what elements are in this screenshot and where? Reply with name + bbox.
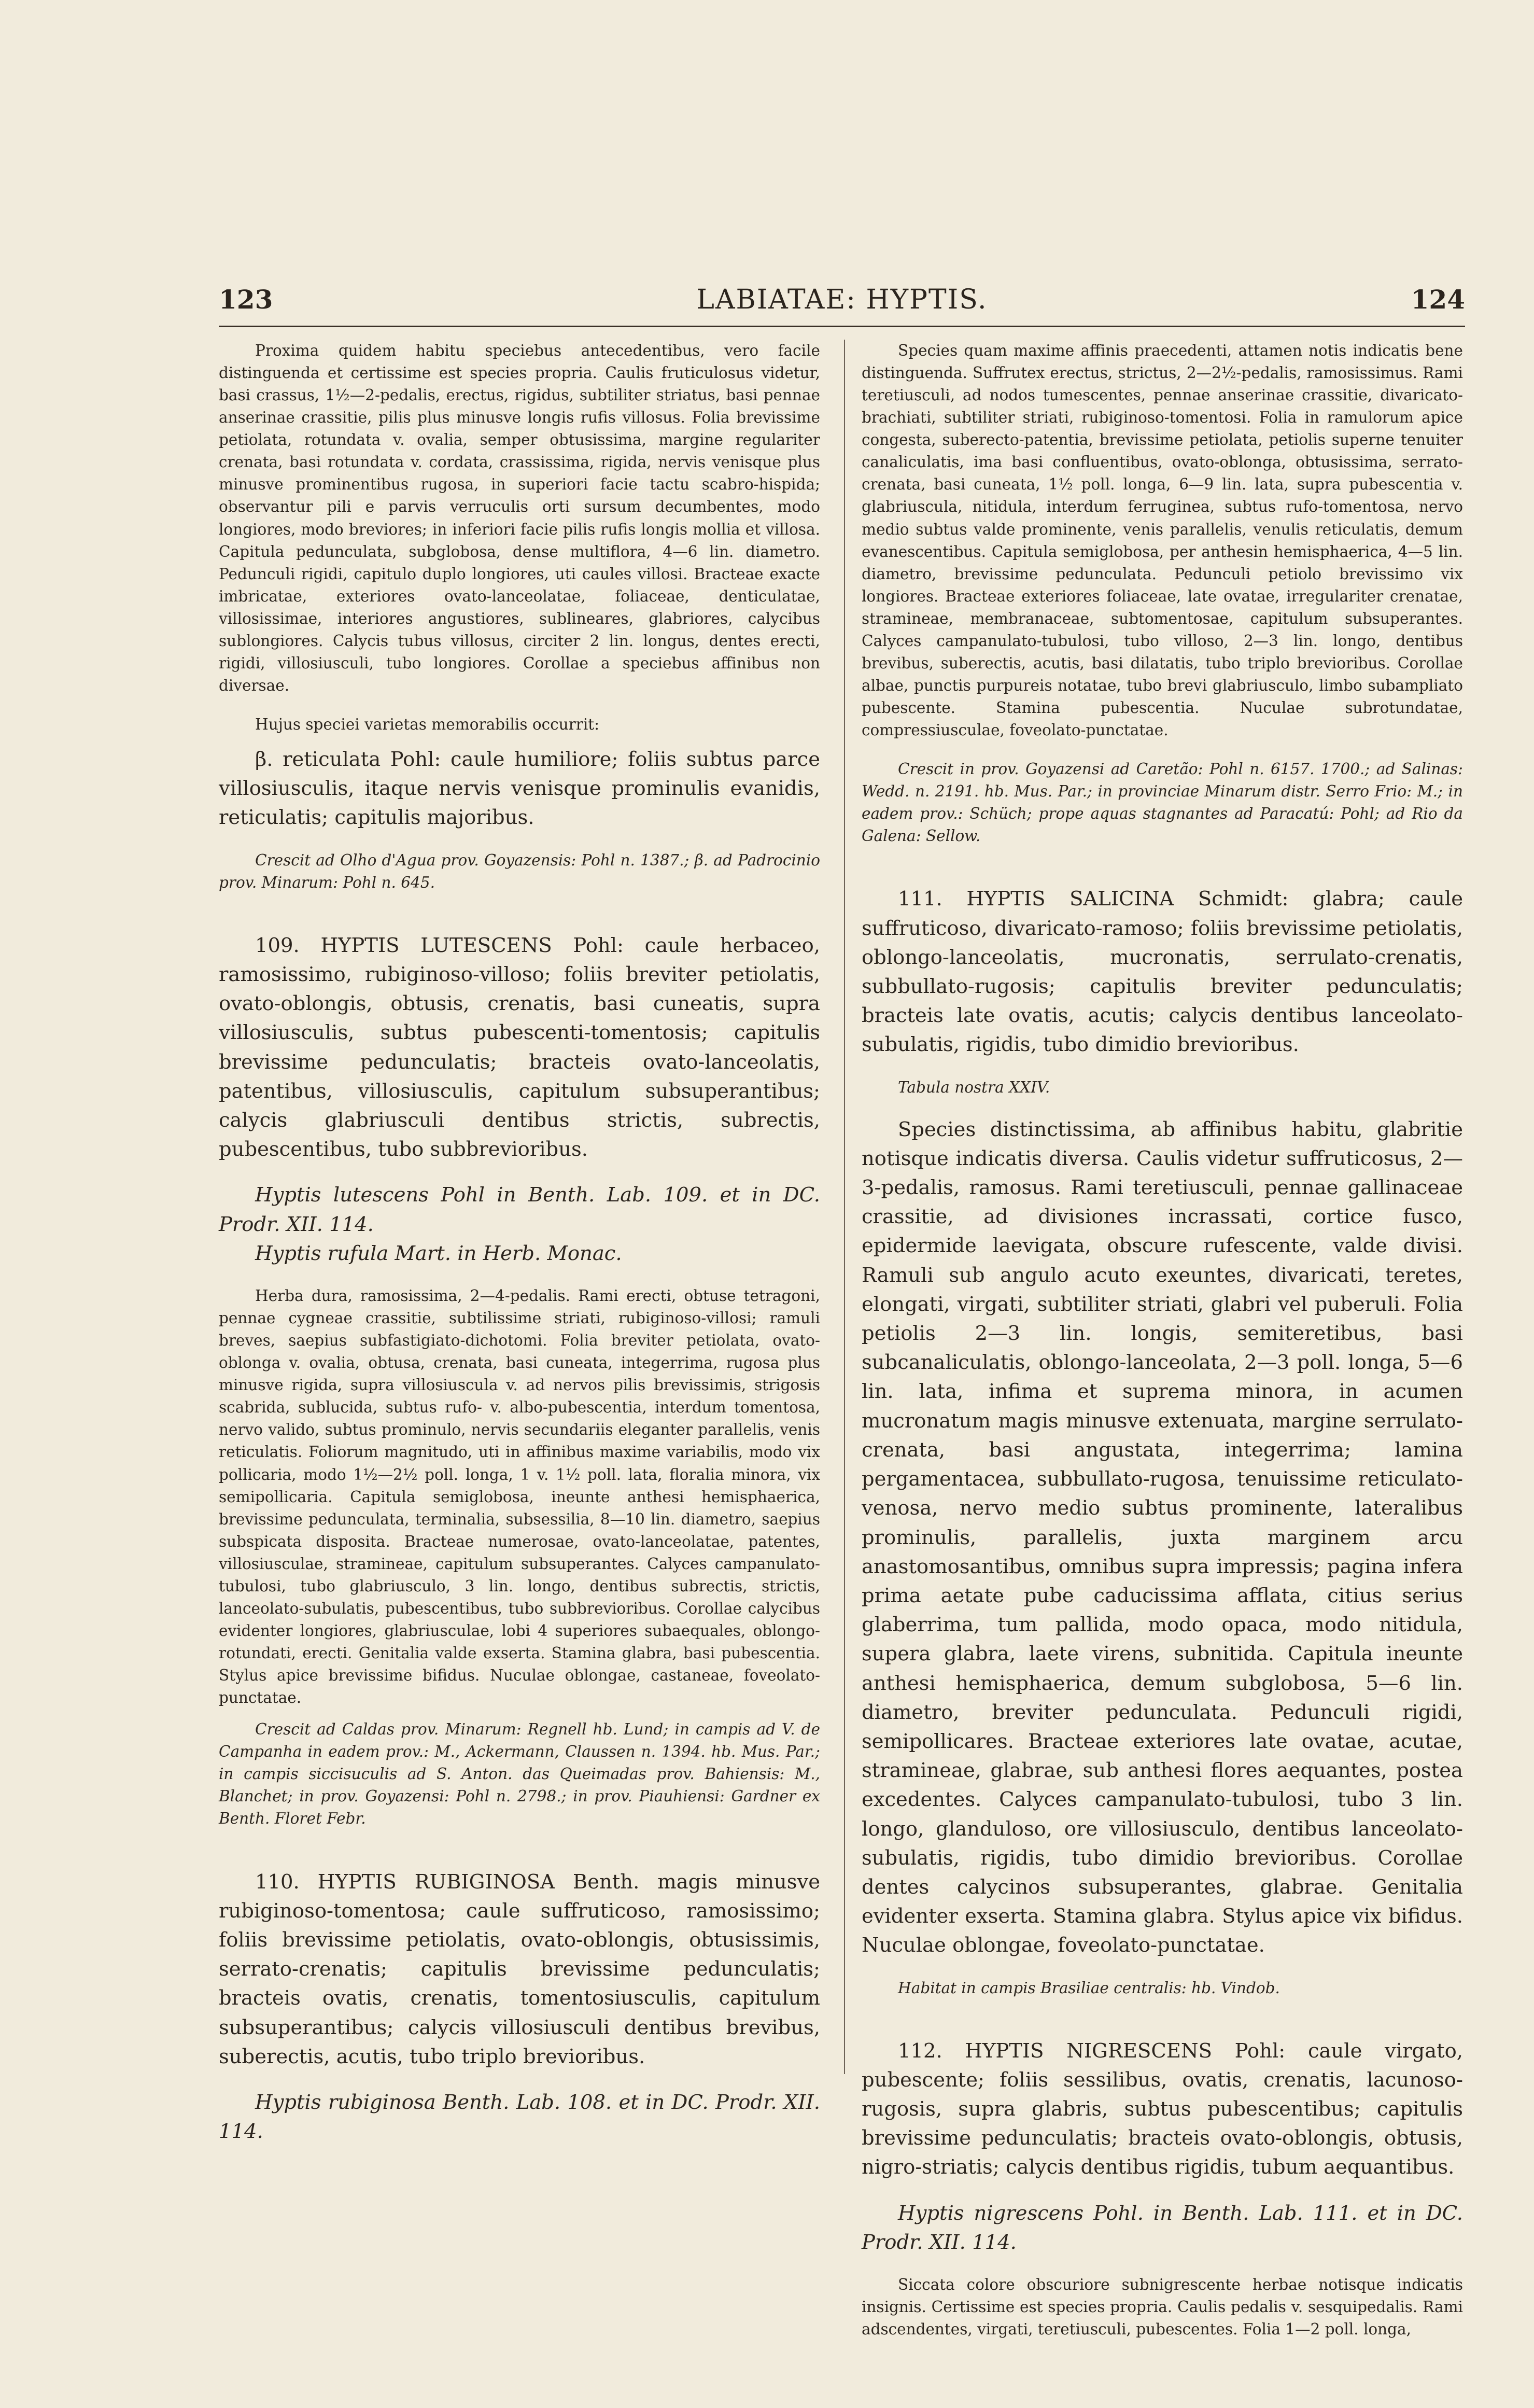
header-rule [219, 326, 1465, 327]
species-110-synonym: Hyptis rubiginosa Benth. Lab. 108. et in DC. Prodr. XII. 114. [219, 2090, 820, 2144]
species-109-description: Herba dura, ramosissima, 2—4-pedalis. Rami erecti, obtuse tetragoni, pennae cygneae crassitie, subtilissime striati, rubiginoso-villosi; ramuli breves, saepius subfastigiato-dichotomi. Folia breviter petiolata, ovato-oblonga v. ovalia, obtusa, crenata, basi cuneata, integerrima, rugosa plus minusve rigida, supra villosiuscula v. ad nervos pilis brevissimis, strigosis scabrida, sublucida, subtus rufo- v. albo-pubescentia, interdum tomentosa, nervo valido, subtus prominulo, nervis secundariis eleganter parallelis, venis reticulatis. Foliorum magnitudo, uti in affinibus maxime variabilis, modo vix pollicaria, modo 1½—2½ poll. longa, 1 v. 1½ poll. lata, floralia minora, vix semipollicaria. Capitula semiglobosa, ineunte anthesi hemisphaerica, brevissime pedunculata, terminalia, subsessilia, 8—10 lin. diametro, saepius subspicata disposita. Bracteae numerosae, ovato-lanceolatae, patentes, villosiusculae, stramineae, capitulum subsuperantes. Calyces campanulato-tubulosi, tubo glabriusculo, 3 lin. longo, dentibus subrectis, strictis, lanceolato-subulatis, pubescentibus, tubo subbrevioribus. Corollae calycibus evidenter longiores, glabriusculae, lobi 4 superiores subaequales, oblongo-rotundati, erecti. Genitalia valde exserta. Stamina glabra, basi pubescentia. Stylus apice brevissime bifidus. Nuculae oblongae, castaneae, foveolato-punctatae. [219, 1287, 820, 1707]
species-111-plate: Tabula nostra XXIV. [898, 1078, 1050, 1096]
left-column [219, 340, 820, 2146]
column-divider [844, 340, 845, 2074]
page-header [219, 284, 1465, 326]
species-109-diagnosis: 109. HYPTIS LUTESCENS Pohl: caule herbaceo, ramosissimo, rubiginoso-villoso; foliis breviter petiolatis, ovato-oblongis, obtusis, crenatis, basi cuneatis, supra villosiusculis, subtus pubescenti-tomentosis; capitulis brevissime pedunculatis; bracteis ovato-lanceolatis, patentibus, villosiusculis, capitulum subsuperantibus; calycis glabriusculi dentibus strictis, subrectis, pubescentibus, tubo subbrevioribus. [219, 933, 820, 1161]
species-110-diagnosis: 110. HYPTIS RUBIGINOSA Benth. magis minusve rubiginoso-tomentosa; caule suffruticoso, ramosissimo; foliis brevissime petiolatis, ovato-oblongis, obtusissimis, serrato-crenatis; capitulis brevissime pedunculatis; bracteis ovatis, crenatis, tomentosiusculis, capitulum subsuperantibus; calycis villosiusculi dentibus brevibus, suberectis, acutis, tubo triplo brevioribus. [219, 1870, 820, 2068]
paragraph-habitat-110: Crescit in prov. Goyazensi ad Caretão: Pohl n. 6157. 1700.; ad Salinas: Wedd. n. 2191. hb. Mus. Par.; in provinciae Minarum distr. Serro Frio: M.; in eadem prov.: Schüch; prope aquas stagnantes ad Paracatú: Pohl; ad Rio da Galena: Sellow. [862, 760, 1463, 845]
species-109-habitat: Crescit ad Caldas prov. Minarum: Regnell hb. Lund; in campis ad V. de Campanha in eadem prov.: M., Ackermann, Claussen n. 1394. hb. Mus. Par.; in campis siccisuculis ad S. Anton. das Queimadas prov. Bahiensis: M., Blanchet; in prov. Goyazensi: Pohl n. 2798.; in prov. Piauhiensi: Gardner ex Benth. Floret Febr. [219, 1720, 820, 1828]
paragraph-variety-intro: Hujus speciei varietas memorabilis occurrit: [255, 716, 600, 733]
species-109-synonym-2: Hyptis rufula Mart. in Herb. Monac. [255, 1241, 622, 1265]
paragraph-description: Proxima quidem habitu speciebus antecedentibus, vero facile distinguenda et certissime est species propria. Caulis fruticulosus videtur, basi crassus, 1½—2-pedalis, erectus, rigidus, subtiliter striatus, basi pennae anserinae crassitie, pilis plus minusve longis rufis villosus. Folia brevissime petiolata, rotundata v. ovalia, semper obtusissima, margine regulariter crenata, basi rotundata v. cordata, crassissima, rigida, nervis venisque plus minusve prominentibus rugosa, in superiori facie tactu scabro-hispida; observantur pili e parvis verruculis orti sursum decumbentes, modo longiores, modo breviores; in inferiori facie pilis rufis longis mollia et villosa. Capitula pedunculata, subglobosa, dense multiflora, 4—6 lin. diametro. Pedunculi rigidi, capitulo duplo longiores, uti caules villosi. Bracteae exacte imbricatae, exteriores ovato-lanceolatae, foliaceae, denticulatae, villosissimae, interiores angustiores, sublineares, glabriores, calycibus sublongiores. Calycis tubus villosus, circiter 2 lin. longus, dentes erecti, rigidi, villosiusculi, tubo longiores. Corollae a speciebus affinibus non diversae. [219, 342, 820, 694]
left-page-number: 123 [219, 284, 273, 315]
right-page-number: 124 [1411, 284, 1465, 315]
right-column [862, 340, 1463, 2341]
paragraph-variety: β. reticulata Pohl: caule humiliore; foliis subtus parce villosiusculis, itaque nervis venisque prominulis evanidis, reticulatis; capitulis majoribus. [219, 748, 820, 830]
species-109-synonym: Hyptis lutescens Pohl in Benth. Lab. 109. et in DC. Prodr. XII. 114. [219, 1183, 820, 1236]
species-111-habitat: Habitat in campis Brasiliae centralis: hb. Vindob. [898, 1979, 1280, 1997]
paragraph-habitat: Crescit ad Olho d'Agua prov. Goyazensis: Pohl n. 1387.; β. ad Padrocinio prov. Minarum: Pohl n. 645. [219, 851, 820, 891]
species-112-synonym: Hyptis nigrescens Pohl. in Benth. Lab. 111. et in DC. Prodr. XII. 114. [862, 2201, 1463, 2254]
species-112-description: Siccata colore obscuriore subnigrescente herbae notisque indicatis insignis. Certissime est species propria. Caulis pedalis v. sesquipedalis. Rami adscendentes, virgati, teretiusculi, pubescentes. Folia 1—2 poll. longa, [862, 2276, 1463, 2339]
running-title: LABIATAE: HYPTIS. [696, 284, 988, 315]
paragraph-description-110: Species quam maxime affinis praecedenti, attamen notis indicatis bene distinguenda. Suffrutex erectus, strictus, 2—2½-pedalis, ramosissimus. Rami teretiusculi, ad nodos tumescentes, pennae anserinae crassitie, divaricato-brachiati, subtiliter striati, rubiginoso-tomentosi. Folia in ramulorum apice congesta, suberecto-patentia, brevissime petiolata, petiolis superne tenuiter canaliculatis, ima basi confluentibus, ovato-oblonga, obtusissima, serrato-crenata, basi cuneata, 1½ poll. longa, 6—9 lin. lata, supra pubescentia v. glabriuscula, nitidula, interdum ferruginea, subtus rufo-tomentosa, nervo medio subtus valde prominente, venis parallelis, venulis reticulatis, demum evanescentibus. Capitula semiglobosa, per anthesin hemisphaerica, 4—5 lin. diametro, brevissime pedunculata. Pedunculi petiolo brevissimo vix longiores. Bracteae exteriores foliaceae, late ovatae, irregulariter crenatae, stramineae, membranaceae, subtomentosae, capitulum subsuperantes. Calyces campanulato-tubulosi, tubo villoso, 2—3 lin. longo, dentibus brevibus, suberectis, acutis, basi dilatatis, tubo triplo brevioribus. Corollae albae, punctis purpureis notatae, tubo brevi glabriusculo, limbo subampliato pubescente. Stamina pubescentia. Nuculae subrotundatae, compressiusculae, foveolato-punctatae. [862, 342, 1463, 739]
species-111-diagnosis: 111. HYPTIS SALICINA Schmidt: glabra; caule suffruticoso, divaricato-ramoso; foliis brevissime petiolatis, oblongo-lanceolatis, mucronatis, serrulato-crenatis, subbullato-rugosis; capitulis breviter pedunculatis; bracteis late ovatis, acutis; calycis dentibus lanceolato-subulatis, rigidis, tubo dimidio brevioribus. [862, 887, 1463, 1057]
species-112-diagnosis: 112. HYPTIS NIGRESCENS Pohl: caule virgato, pubescente; foliis sessilibus, ovatis, crenatis, lacunoso-rugosis, supra glabris, subtus pubescentibus; capitulis brevissime pedunculatis; bracteis ovato-oblongis, obtusis, nigro-striatis; calycis dentibus rigidis, tubum aequantibus. [862, 2039, 1463, 2179]
species-111-description: Species distinctissima, ab affinibus habitu, glabritie notisque indicatis diversa. Caulis videtur suffruticosus, 2—3-pedalis, ramosus. Rami teretiusculi, pennae gallinaceae crassitie, ad divisiones incrassati, cortice fusco, epidermide laevigata, obscure rufescente, valde divisi. Ramuli sub angulo acuto exeuntes, divaricati, teretes, elongati, virgati, subtiliter striati, glabri vel puberuli. Folia petiolis 2—3 lin. longis, semiteretibus, basi subcanaliculatis, oblongo-lanceolata, 2—3 poll. longa, 5—6 lin. lata, infima et suprema minora, in acumen mucronatum magis minusve extenuata, margine serrulato-crenata, basi angustata, integerrima; lamina pergamentacea, subbullato-rugosa, tenuissime reticulato-venosa, nervo medio subtus prominente, lateralibus prominulis, parallelis, juxta marginem arcu anastomosantibus, omnibus supra impressis; pagina infera prima aetate pube caducissima afflata, citius serius glaberrima, tum pallida, modo opaca, modo nitidula, supera glabra, laete virens, subnitida. Capitula ineunte anthesi hemisphaerica, demum subglobosa, 5—6 lin. diametro, breviter pedunculata. Pedunculi rigidi, semipollicares. Bracteae exteriores late ovatae, acutae, stramineae, glabrae, sub anthesi flores aequantes, postea excedentes. Calyces campanulato-tubulosi, tubo 3 lin. longo, glanduloso, ore villosiusculo, dentibus lanceolato-subulatis, rigidis, tubo dimidio brevioribus. Corollae dentes calycinos subsuperantes, glabrae. Genitalia evidenter exserta. Stamina glabra. Stylus apice vix bifidus. Nuculae oblongae, foveolato-punctatae. [862, 1117, 1463, 1957]
